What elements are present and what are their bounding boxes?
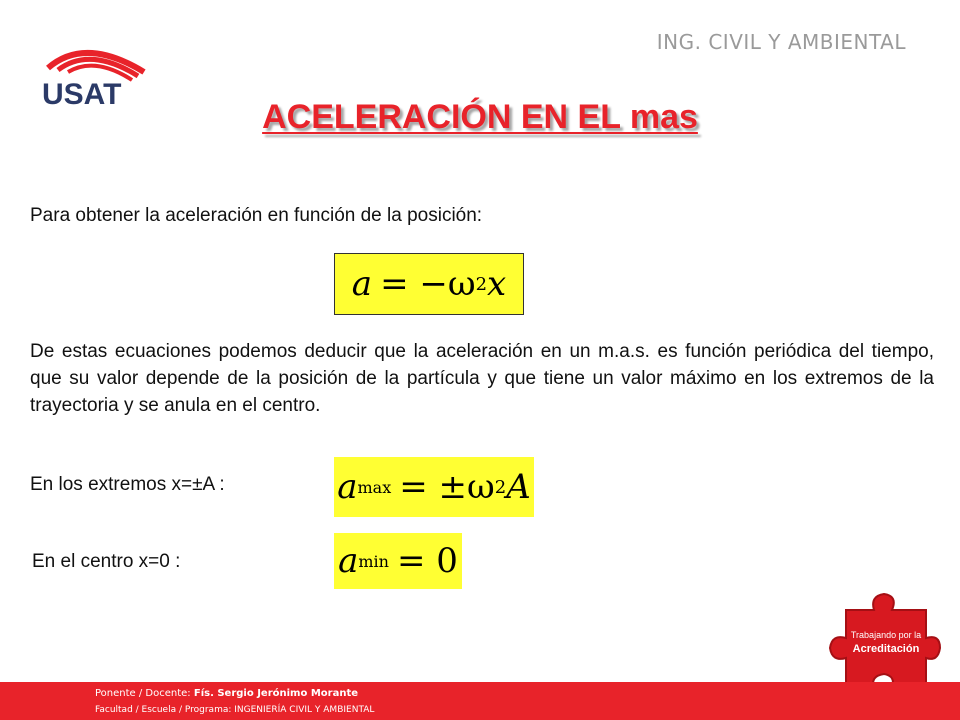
intro-text: Para obtener la aceleración en función de la posición:: [30, 205, 483, 226]
footer-presenter: [95, 688, 358, 699]
eq3-sub: min: [358, 551, 389, 571]
equation-acceleration: [334, 253, 524, 315]
eq2-tail: A: [506, 467, 531, 507]
eq1-lhs: a: [351, 264, 373, 304]
logo-text: USAT: [42, 78, 122, 108]
eq1-sup: 2: [475, 273, 488, 295]
footer-program: Facultad / Escuela / Programa: INGENIERÍA CIVIL Y AMBIENTAL: [95, 705, 375, 715]
slide-title-wrap: [0, 98, 960, 137]
eq1-tail: x: [487, 264, 507, 304]
eq2-rhs: = ±ω: [399, 467, 495, 507]
slide-title: ACELERACIÓN EN EL mas: [262, 98, 698, 136]
explanation-text: De estas ecuaciones podemos deducir que la aceleración en un m.a.s. es función periódica del tiempo, que su valor depende de la posición de la partícula y que tiene un valor máximo en los extremos de la trayectoria y se anula en el centro.: [30, 341, 934, 416]
footer-presenter-name: Fís. Sergio Jerónimo Morante: [193, 688, 359, 699]
extremes-label: En los extremos x=±A :: [30, 474, 225, 495]
eq1-rhs: = −ω: [380, 264, 476, 304]
eq2-sup: 2: [494, 476, 507, 498]
center-label: En el centro x=0 :: [32, 551, 181, 572]
eq2-sub: max: [357, 477, 392, 497]
equation-amin: [334, 533, 462, 589]
eq2-lhs: a: [337, 467, 358, 507]
badge-line2: Acreditación: [852, 643, 920, 655]
program-header: ING. CIVIL Y AMBIENTAL: [656, 30, 906, 54]
footer-bar: [0, 682, 960, 720]
eq3-rhs: = 0: [396, 541, 458, 581]
footer-presenter-prefix: Ponente / Docente:: [95, 688, 194, 699]
eq3-lhs: a: [338, 541, 359, 581]
badge-line1: Trabajando por la: [850, 630, 922, 640]
equation-amax: [334, 457, 534, 517]
